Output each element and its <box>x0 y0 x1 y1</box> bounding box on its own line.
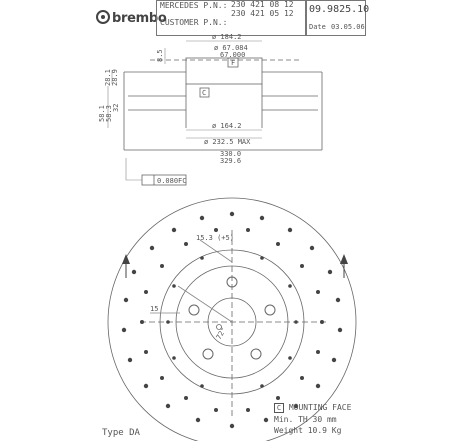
angle-leader <box>178 286 232 322</box>
part-code: 09.9825.10 <box>309 4 370 15</box>
rotation-arrow-left <box>122 254 130 264</box>
drilled-hole <box>260 256 264 260</box>
drilled-hole <box>316 350 320 354</box>
mounting-face-label: MOUNTING FACE <box>288 403 352 412</box>
drilled-hole <box>150 246 154 250</box>
bolt-hole <box>189 305 199 315</box>
drilled-hole <box>214 228 218 232</box>
drilled-hole <box>276 242 280 246</box>
drilled-hole <box>200 256 204 260</box>
rotation-arrow-right <box>340 254 348 264</box>
section-view <box>124 58 322 150</box>
runout-leader <box>126 158 142 180</box>
drilled-hole <box>172 284 176 288</box>
drilled-hole <box>328 270 332 274</box>
leader-15-3 <box>200 240 232 262</box>
min-thickness: Min. TH 30 mm <box>274 415 337 424</box>
drilled-hole <box>196 418 200 422</box>
disc-type-label: Type DA <box>102 428 140 438</box>
oem-number-2: 230 421 05 12 <box>231 9 294 18</box>
drilled-hole <box>160 376 164 380</box>
dim-d-top: ø 184.2 <box>212 33 242 41</box>
drilled-hole <box>230 212 234 216</box>
oem-label: MERCEDES P.N.: <box>160 1 228 10</box>
bolt-hole <box>265 305 275 315</box>
drilled-hole <box>166 404 170 408</box>
drilled-hole <box>246 228 250 232</box>
drilled-hole <box>144 290 148 294</box>
dim-d-hub-2: 67.000 <box>220 51 246 59</box>
drilled-hole <box>132 270 136 274</box>
drilled-hole <box>288 356 292 360</box>
rear-15: 15 <box>150 305 159 313</box>
mounting-face-mark: C <box>274 403 284 413</box>
drilled-hole <box>276 396 280 400</box>
dim-h-total-2: 58.3 <box>105 105 113 122</box>
drilled-hole <box>200 216 204 220</box>
datum-f-label: F <box>231 59 236 67</box>
drilled-hole <box>332 358 336 362</box>
brand-name: brembo <box>112 11 167 26</box>
drilled-hole <box>160 264 164 268</box>
drilled-hole <box>124 298 128 302</box>
drilled-hole <box>310 246 314 250</box>
drilled-hole <box>166 320 170 324</box>
bolt-hole <box>203 349 213 359</box>
drilled-hole <box>200 384 204 388</box>
drilled-hole <box>140 320 144 324</box>
dim-d-outer-1: 330.0 <box>220 150 242 158</box>
drilled-hole <box>214 408 218 412</box>
drilled-hole <box>316 384 320 388</box>
drilled-hole <box>184 242 188 246</box>
drilled-hole <box>300 264 304 268</box>
dim-h-left-1: 28.1 <box>104 69 112 86</box>
dim-h-left-2: 28.9 <box>111 69 119 86</box>
oem-number-1: 230 421 08 12 <box>231 0 294 9</box>
drilled-hole <box>144 350 148 354</box>
mounting-face-row <box>274 403 351 413</box>
drilled-hole <box>128 358 132 362</box>
drilled-hole <box>144 384 148 388</box>
customer-label: CUSTOMER P.N.: <box>160 18 228 27</box>
drilled-hole <box>172 228 176 232</box>
rear-annotation: 15.3 (+5) <box>196 234 234 242</box>
disc-weight: Weight 10.9 Kg <box>274 426 342 435</box>
rotation-arrows <box>122 254 348 264</box>
drilled-hole <box>260 216 264 220</box>
drilled-hole <box>246 408 250 412</box>
dimension-lines <box>108 41 322 180</box>
drilled-hole <box>338 328 342 332</box>
drilled-hole <box>336 298 340 302</box>
drilled-hole <box>320 320 324 324</box>
dim-d-hub-1: ø 67.084 <box>214 44 248 52</box>
runout-value: 0.080 <box>157 177 179 185</box>
drilled-hole <box>184 396 188 400</box>
runout-symbol: FC <box>178 177 187 185</box>
drilled-hole <box>172 356 176 360</box>
drilled-hole <box>122 328 126 332</box>
date-value: 03.05.06 <box>331 23 365 31</box>
drilled-hole <box>288 284 292 288</box>
dim-h-85: 8.5 <box>156 49 164 62</box>
dim-d-outer-2: 329.6 <box>220 157 242 165</box>
rear-angle: 72° <box>214 326 229 341</box>
drilled-hole <box>300 376 304 380</box>
dim-h-32: 32 <box>112 103 120 112</box>
drilled-hole <box>230 424 234 428</box>
date-label: Date <box>309 23 326 31</box>
specification-legend <box>268 403 372 440</box>
datum-c-label: C <box>202 89 207 97</box>
section-hat <box>186 58 262 84</box>
dim-d-vent: ø 232.5 MAX <box>204 138 251 146</box>
dim-h-total-1: 58.1 <box>98 105 106 122</box>
bolt-hole <box>251 349 261 359</box>
drilled-hole <box>288 228 292 232</box>
dim-d-inner: ø 164.2 <box>212 122 242 130</box>
drilled-hole <box>294 320 298 324</box>
drilled-hole <box>316 290 320 294</box>
drilled-hole <box>260 384 264 388</box>
